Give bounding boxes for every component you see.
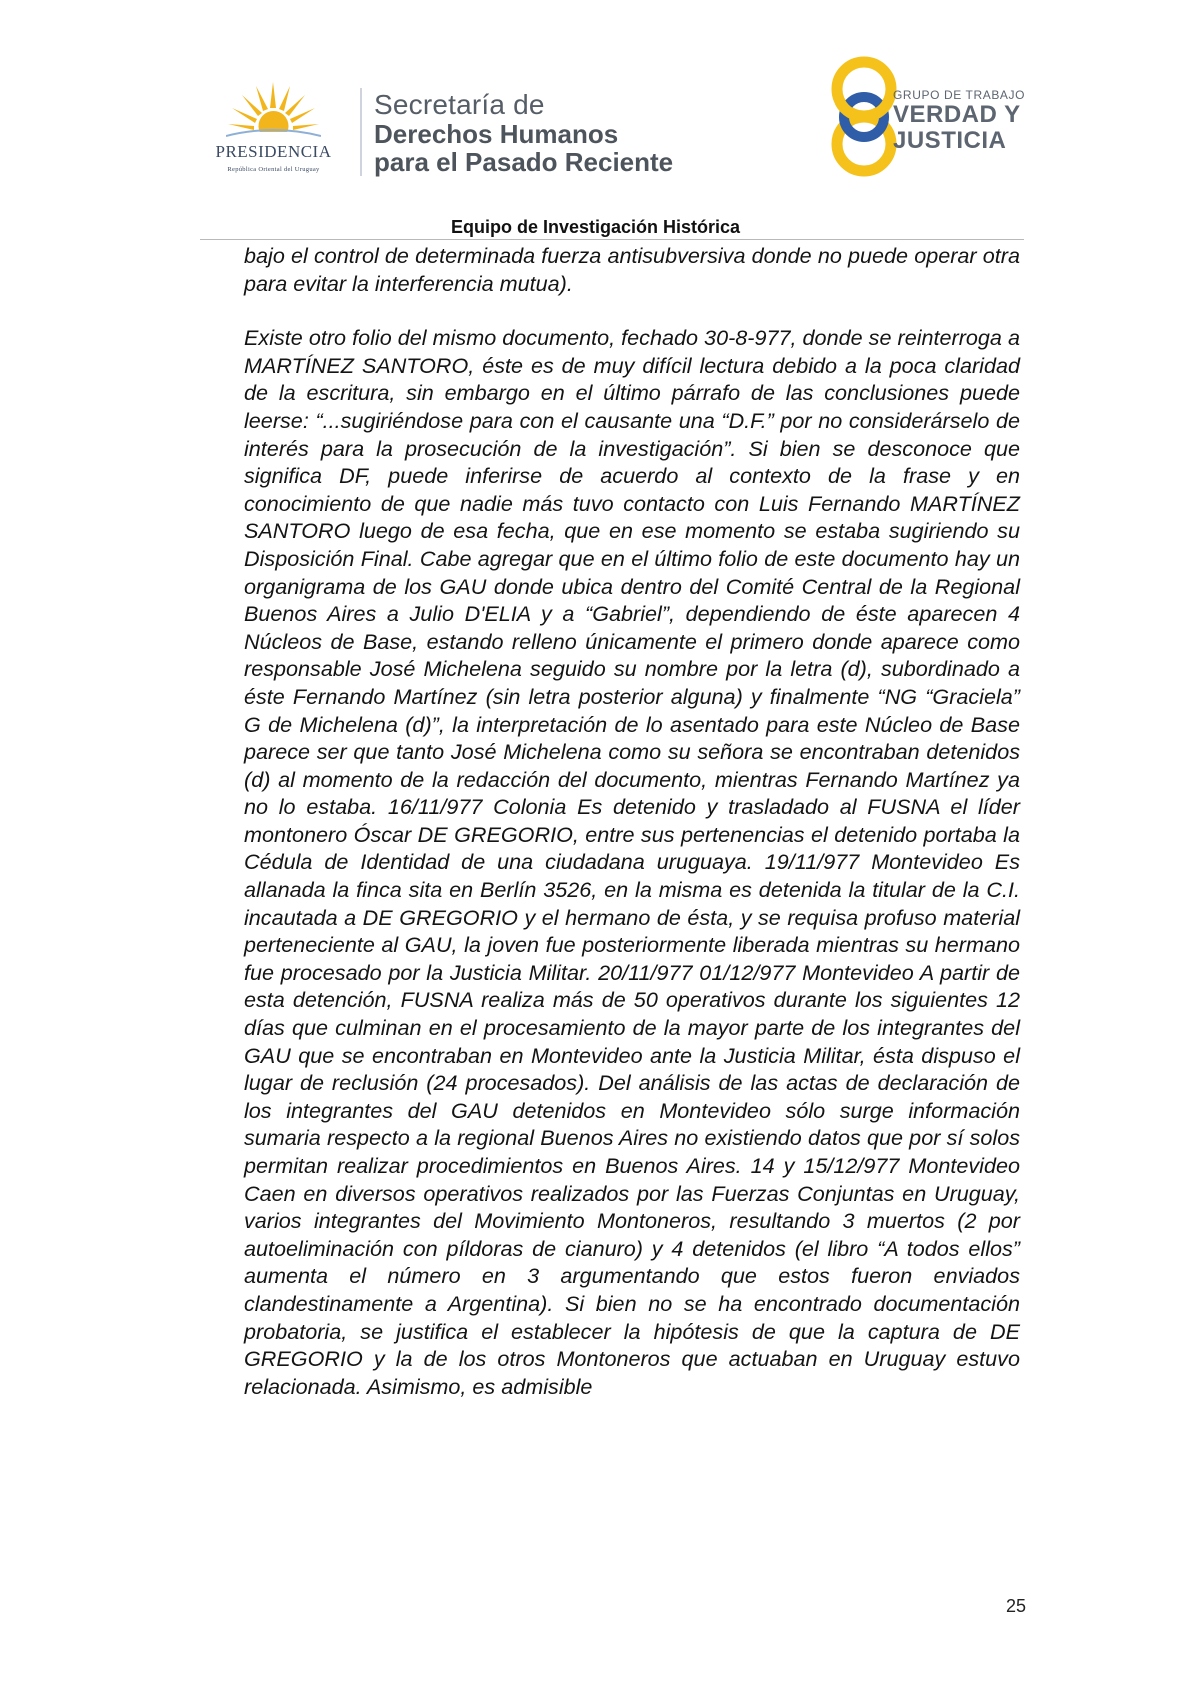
header-rule: [200, 239, 1024, 240]
presidencia-wordmark: PRESIDENCIA: [215, 142, 332, 161]
grupo-line-1: GRUPO DE TRABAJO: [893, 88, 1026, 102]
team-title: Equipo de Investigación Histórica: [450, 217, 741, 237]
verdad-justicia-wordmark: [893, 88, 1025, 154]
secretaria-title: [374, 90, 673, 176]
paragraph-2: Existe otro folio del mismo documento, fechado 30-8-977, donde se reinterroga a MARTÍNEZ SANTORO, éste es de muy difícil lectura debido a la poca claridad de la escritura, sin embargo en el último párrafo de las conclusiones puede leerse: “...sugiriéndose para con el causante una “D.F.” por no considerárselo de interés para la prosecución de la investigación”. Si bien se desconoce que significa DF, puede inferirse de acuerdo al contexto de la frase y en conocimiento de que nadie más tuvo contacto con Luis Fernando MARTÍNEZ SANTORO luego de esa fecha, que en ese momento se estaba sugiriendo su Disposición Final. Cabe agregar que en el último folio de este documento hay un organigrama de los GAU donde ubica dentro del Comité Central de la Regional Buenos Aires a Julio D'ELIA y a “Gabriel”, dependiendo de éste aparecen 4 Núcleos de Base, estando relleno únicamente el primero donde aparece como responsable José Michelena seguido su nombre por la letra (d), subordinado a éste Fernando Martínez (sin letra posterior alguna) y finalmente “NG “Graciela” G de Michelena (d)”, la interpretación de lo asentado para este Núcleo de Base parece ser que tanto José Michelena como su señora se encontraban detenidos (d) al momento de la redacción del documento, mientras Fernando Martínez ya no lo estaba. 16/11/977 Colonia Es detenido y trasladado al FUSNA el líder montonero Óscar DE GREGORIO, entre sus pertenencias el detenido portaba la Cédula de Identidad de una ciudadana uruguaya. 19/11/977 Montevideo Es allanada la finca sita en Berlín 3526, en la misma es detenida la titular de la C.I. incautada a DE GREGORIO y el hermano de ésta, y se requisa profuso material perteneciente al GAU, la joven fue posteriormente liberada mientras su hermano fue procesado por la Justicia Militar. 20/11/977 01/12/977 Montevideo A partir de esta detención, FUSNA realiza más de 50 operativos durante los siguientes 12 días que culminan en el procesamiento de la mayor parte de los integrantes del GAU que se encontraban en Montevideo ante la Justicia Militar, ésta dispuso el lugar de reclusión (24 procesados). Del análisis de las actas de declaración de los integrantes del GAU detenidos en Montevideo sólo surge información sumaria respecto a la regional Buenos Aires no existiendo datos que por sí solos permitan realizar procedimientos en Buenos Aires. 14 y 15/12/977 Montevideo Caen en diversos operativos realizados por las Fuerzas Conjuntas en Uruguay, varios integrantes del Movimiento Montoneros, resultando 3 muertos (2 por autoeliminación con píldoras de cianuro) y 4 detenidos (el libro “A todos ellos” aumenta el número en 3 argumentando que estos fueron enviados clandestinamente a Argentina). Si bien no se ha encontrado documentación probatoria, se justifica el establecer la hipótesis de que la captura de DE GREGORIO y la de los otros Montoneros que actuaban en Uruguay estuvo relacionada. Asimismo, es admisible: [244, 325, 1020, 1399]
header-divider: [360, 88, 362, 176]
sun-emblem-icon: [226, 80, 321, 142]
presidencia-subtitle: República Oriental del Uruguay: [227, 166, 320, 173]
letterhead: [0, 0, 1191, 240]
grupo-line-2: VERDAD Y: [893, 101, 1021, 128]
document-body: [244, 242, 1020, 1400]
grupo-line-3: JUSTICIA: [893, 127, 1007, 154]
secretaria-line-2: Derechos Humanos: [374, 119, 619, 149]
presidencia-logo: [196, 80, 351, 180]
paragraph-1: bajo el control de determinada fuerza antisubversiva donde no puede operar otra para evitar la interferencia mutua).: [244, 243, 1020, 296]
page-number: 25: [1006, 1596, 1027, 1616]
secretaria-line-1: Secretaría de: [374, 89, 545, 120]
secretaria-line-3: para el Pasado Reciente: [374, 147, 674, 177]
